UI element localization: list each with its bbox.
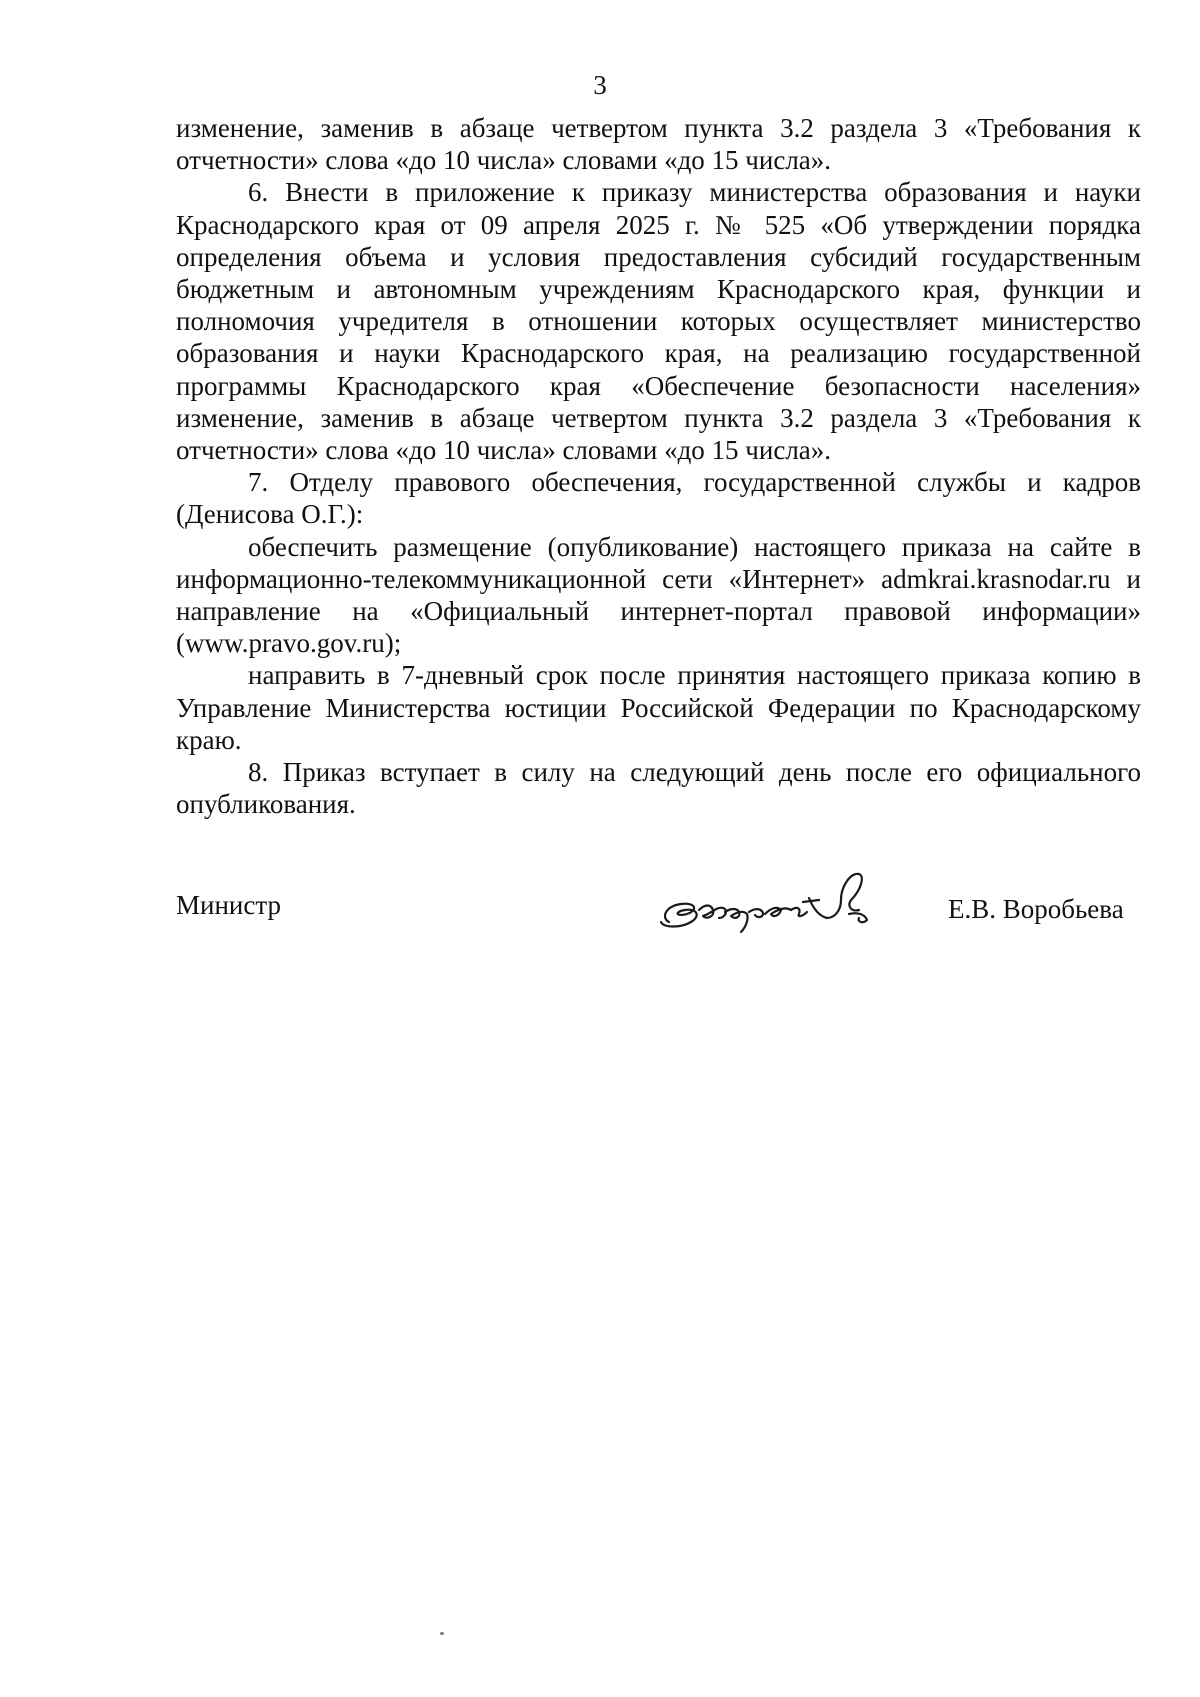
paragraph-item-7: 7. Отделу правового обеспечения, государственной службы и кадров (Денисова О.Г.): (176, 467, 1141, 530)
paragraph-item-7-send-copy: направить в 7-дневный срок после принятия настоящего приказа копию в Управление Министерства юстиции Российской Федерации по Краснодарскому краю. (176, 660, 1141, 755)
handwritten-signature (651, 860, 911, 940)
document-body (176, 112, 1141, 820)
paragraph-item-6: 6. Внести в приложение к приказу министерства образования и науки Краснодарского края от 09 апреля 2025 г. № 525 «Об утверждении порядка определения объема и условия предоставления субсидий государственным бюджетным и автономным учреждениям Краснодарского края, функции и полномочия учредителя в отношении которых осуществляет министерство образования и науки Краснодарского края, на реализацию государственной программы Краснодарского края «Обеспечение безопасности населения» изменение, заменив в абзаце четвертом пункта 3.2 раздела 3 «Требования к отчетности» слова «до 10 числа» словами «до 15 числа». (176, 177, 1141, 466)
page-number: 3 (593, 70, 607, 100)
paragraph-continuation: изменение, заменив в абзаце четвертом пункта 3.2 раздела 3 «Требования к отчетности» слова «до 10 числа» словами «до 15 числа». (176, 113, 1141, 176)
paragraph-item-7-publish: обеспечить размещение (опубликование) настоящего приказа на сайте в информационно-телекоммуникационной сети «Интернет» admkrai.krasnodar.ru и направление на «Официальный интернет-портал правовой информации» (www.pravo.gov.ru); (176, 531, 1141, 659)
scan-speck (440, 1632, 444, 1635)
signer-position: Министр (176, 890, 281, 920)
signature-block (176, 860, 1176, 940)
paragraph-item-8: 8. Приказ вступает в силу на следующий день после его официального опубликования. (176, 757, 1141, 820)
signer-name: Е.В. Воробьева (948, 894, 1124, 924)
